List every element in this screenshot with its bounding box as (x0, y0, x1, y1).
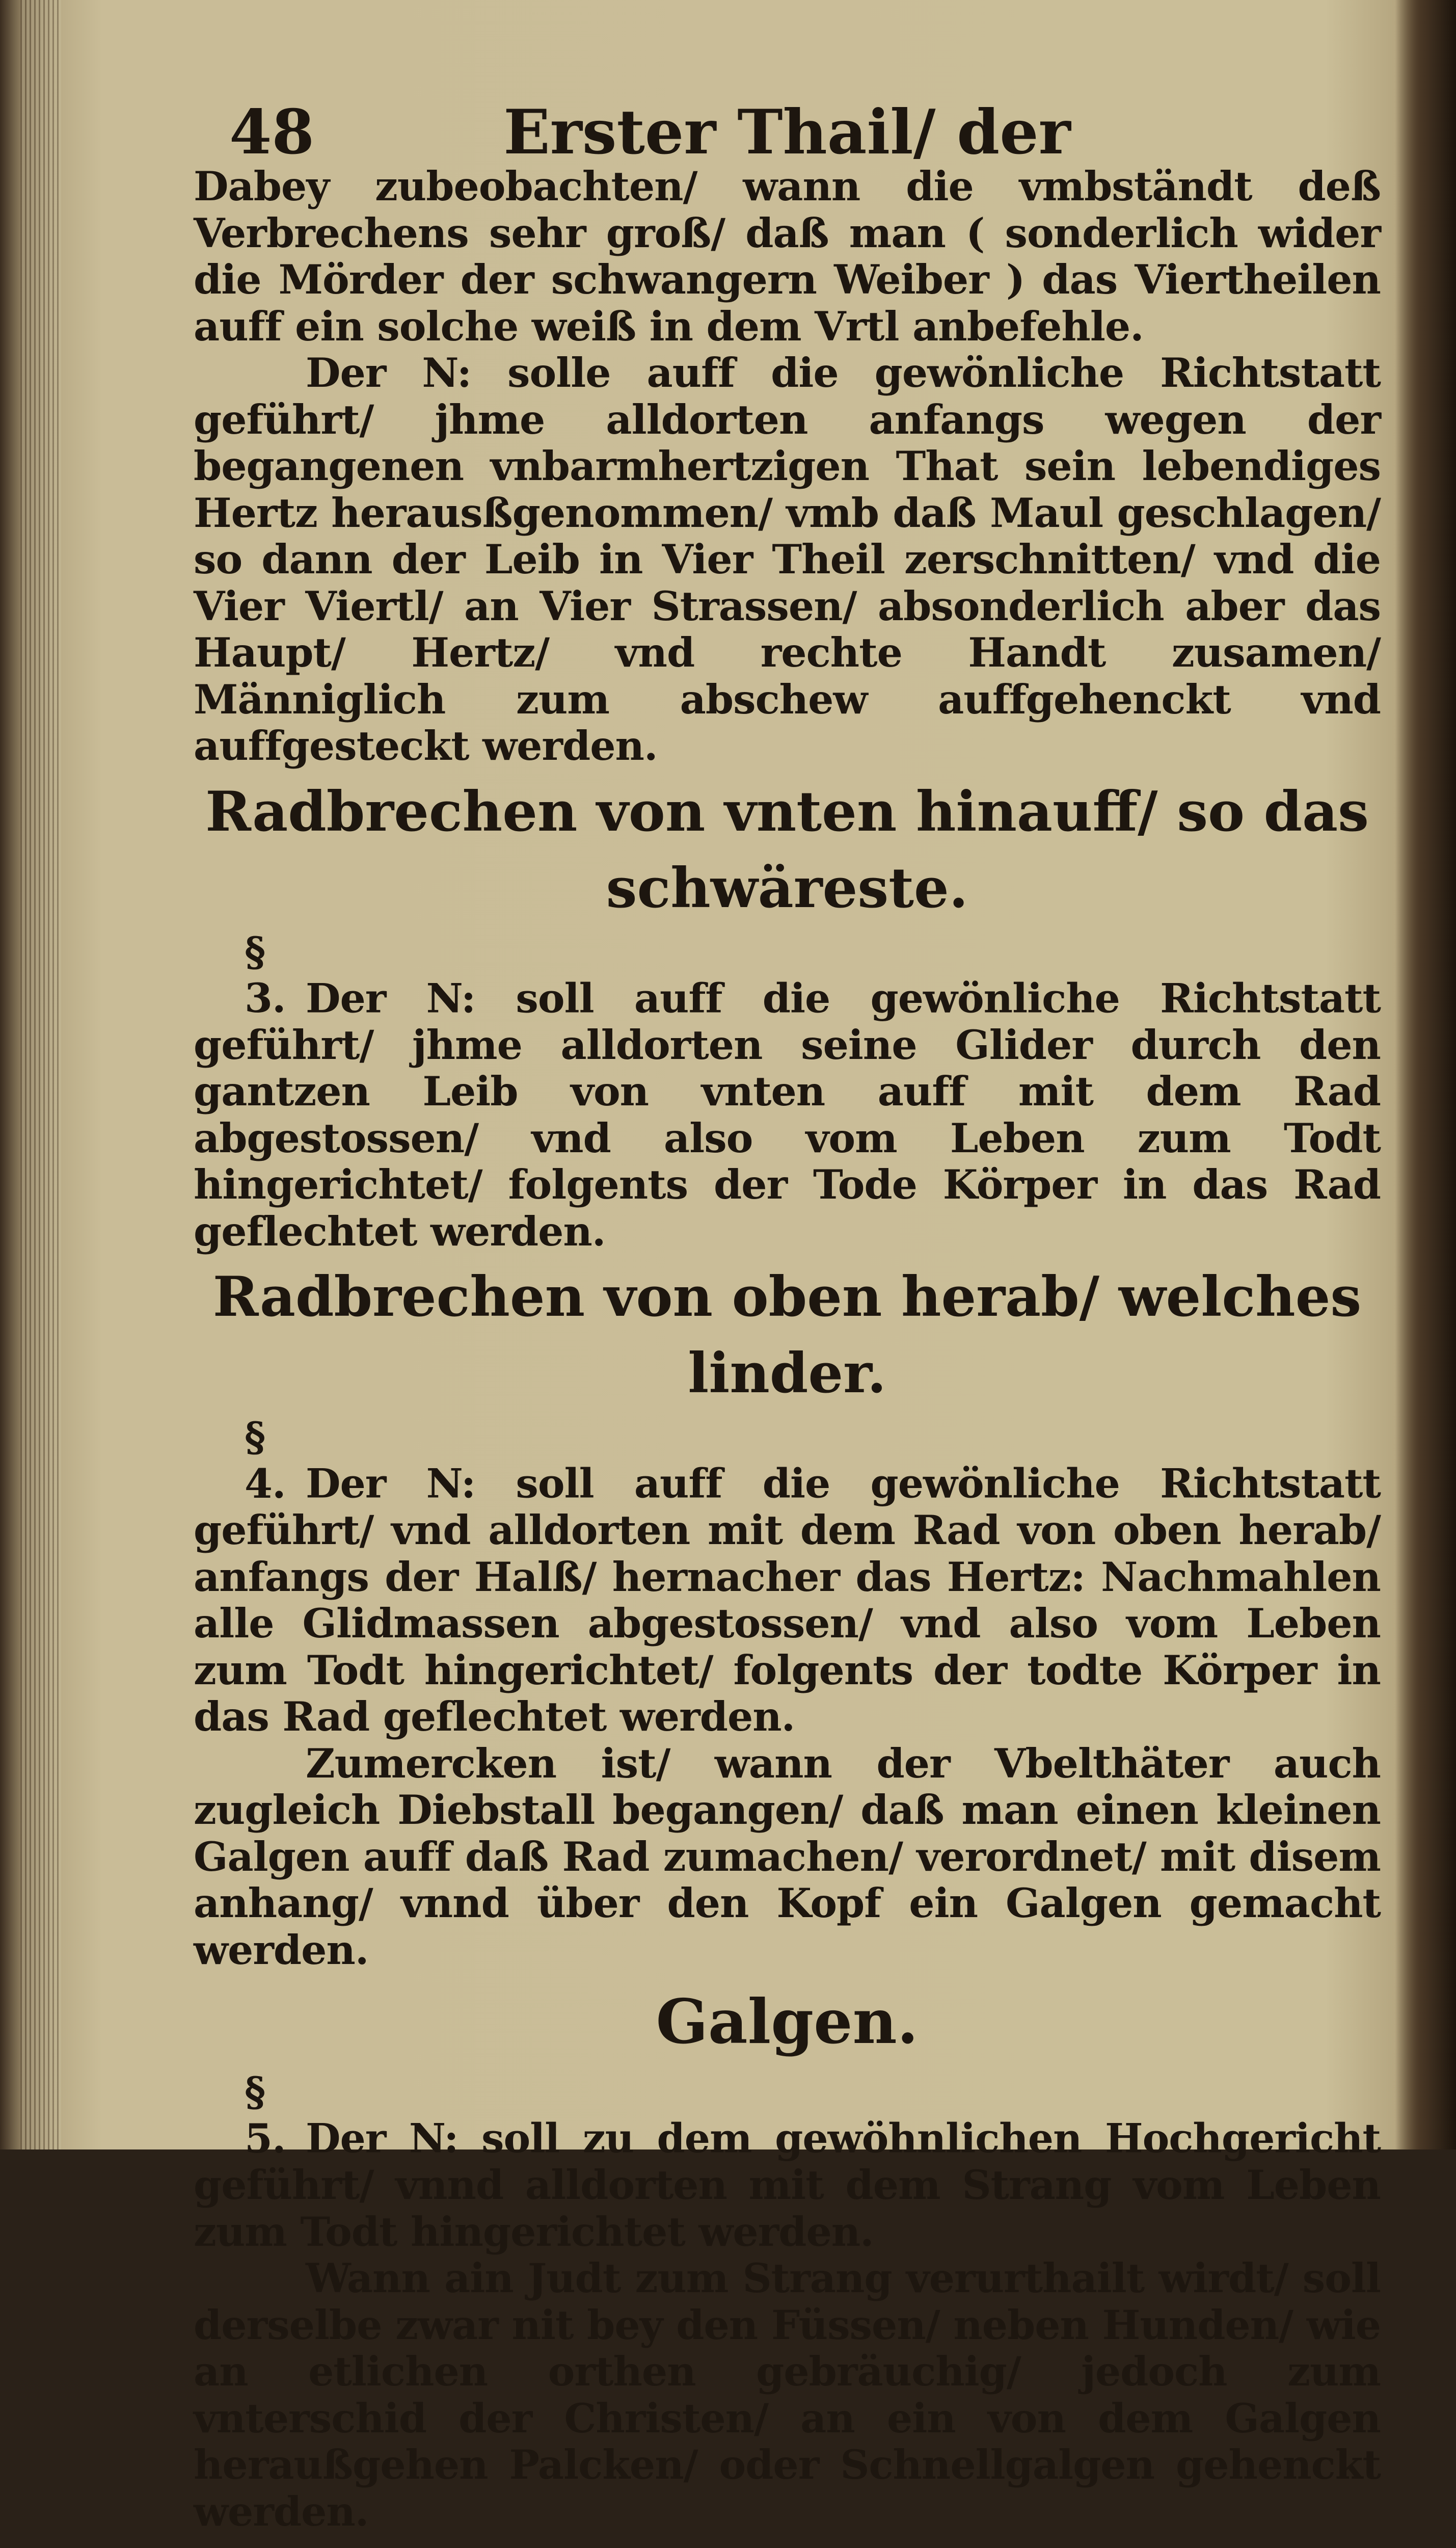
page-number: 48 (229, 96, 314, 168)
paragraph (194, 2068, 1381, 2255)
paragraph: Wann ain Judt zum Strang verurthailt wirdt/ soll derselbe zwar nit bey den Füssen/ neben Hunden/ wie an etlichen orthen gebräuchig/ jedoch zum vnterschid der Christen/ an ein von dem Galgen heraußgehen Palcken/ oder Schnellgalgen gehenckt werden. (194, 2254, 1381, 2535)
page-edges (20, 0, 61, 2149)
page-header (194, 96, 1381, 168)
book-spine (1395, 0, 1456, 2149)
paragraph-text: Der N: soll auff die gewönliche Richtstatt geführt/ jhme alldorten seine Glider durch den gantzen Leib von vnten auff mit dem Rad abgestossen/ vnd also vom Leben zum Todt hingerichtet/ folgents der Tode Körper in das Rad geflechtet werden. (194, 974, 1381, 1255)
paragraph (194, 1414, 1381, 1740)
section-mark: § 4. (245, 1413, 286, 1507)
paragraph-text: Der N: soll zu dem gewöhnlichen Hochgericht geführt/ vnnd alldorten mit dem Strang vom Leben zum Todt hingerichtet werden. (194, 2114, 1381, 2255)
paragraph (194, 928, 1381, 1255)
paragraph: Der N: solle auff die gewönliche Richtstatt geführt/ jhme alldorten anfangs wegen der begangenen vnbarmhertzigen That sein lebendiges Hertz herausßgenommen/ vmb daß Maul geschlagen/ so dann der Leib in Vier Theil zerschnitten/ vnd die Vier Viertl/ an Vier Strassen/ absonderlich aber das Haupt/ Hertz/ vnd rechte Handt zusamen/ Männiglich zum abschew auffgehenckt vnd auffgesteckt werden. (194, 349, 1381, 769)
section-heading (194, 2539, 1381, 2548)
paragraph-text: Der N: soll auff die gewönliche Richtstatt geführt/ vnd alldorten mit dem Rad von oben herab/ anfangs der Halß/ hernacher das Hertz: Nachmahlen alle Glidmassen abgestossen/ vnd also vom Leben zum Todt hingerichtet/ folgents der todte Körper in das Rad geflechtet werden. (194, 1459, 1381, 1740)
section-heading: Radbrechen von oben herab/ welches linder. (212, 1265, 1362, 1405)
paragraph: Dabey zubeobachten/ wann die vmbständt deß Verbrechens sehr groß/ daß man ( sonderlich wider die Mörder der schwangern Weiber ) das Viertheilen auff ein solche weiß in dem Vrtl anbefehle. (194, 163, 1381, 350)
running-title: Erster Thail/ der (503, 96, 1071, 168)
paragraph: Zumercken ist/ wann der Vbelthäter auch zugleich Diebstall begangen/ daß man einen kleinen Galgen auff daß Rad zumachen/ verordnet/ mit disem anhang/ vnnd über den Kopf ein Galgen gemacht werden. (194, 1739, 1381, 1974)
section-heading: Radbrechen von vnten hinauff/ so das schwäreste. (205, 779, 1369, 920)
section-heading: Galgen. (656, 1986, 919, 2058)
text-block (194, 97, 1381, 2548)
section-mark: § 3. (245, 927, 286, 1022)
section-mark: § 5. (245, 2068, 286, 2162)
